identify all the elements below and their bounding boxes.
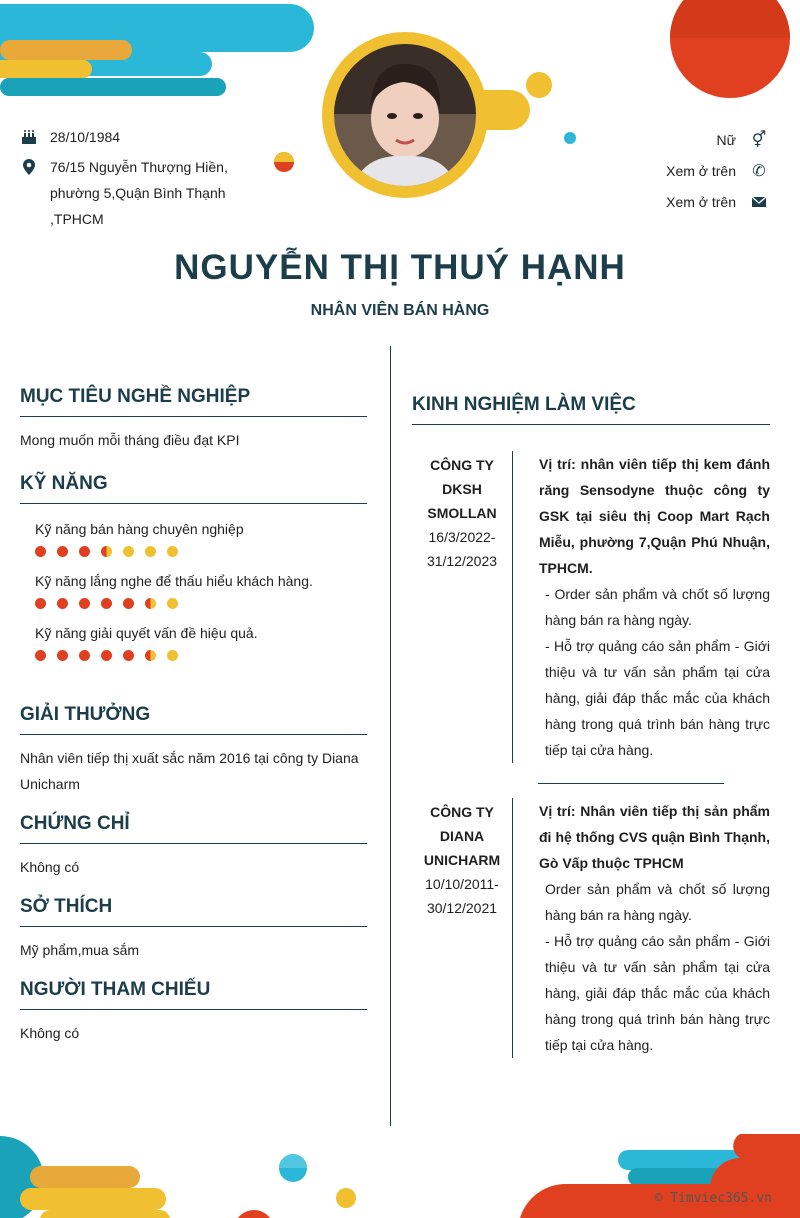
work-period: 16/3/2022-31/12/2023 xyxy=(426,529,498,569)
experience-item xyxy=(412,451,770,763)
phone-text: Xem ở trên xyxy=(666,162,736,179)
skill-rating xyxy=(35,598,367,610)
experience-item xyxy=(412,798,770,1058)
section-title: SỞ THÍCH xyxy=(20,896,367,927)
certificates-section xyxy=(20,813,367,880)
objective-text: Mong muốn mỗi tháng điều đạt KPI xyxy=(20,432,240,448)
rating-dot xyxy=(123,650,134,661)
skill-name: Kỹ năng bán hàng chuyên nghiệp xyxy=(35,521,244,537)
objective-section xyxy=(20,386,367,453)
cake-icon xyxy=(20,128,38,146)
location-icon xyxy=(20,158,38,176)
rating-dot xyxy=(101,546,112,557)
skills-section xyxy=(20,473,367,662)
rating-dot xyxy=(167,650,178,661)
rating-dot xyxy=(35,598,46,609)
skill-item xyxy=(20,520,367,558)
awards-text: Nhân viên tiếp thị xuất sắc năm 2016 tại công ty Diana Unicharm xyxy=(20,750,359,792)
avatar xyxy=(334,44,476,186)
experience-details xyxy=(513,798,770,1058)
phone-icon: ✆ xyxy=(752,160,766,180)
watermark: © Timviec365.vn xyxy=(654,1191,772,1206)
skill-item xyxy=(20,572,367,610)
company-name: CÔNG TY DKSH SMOLLAN xyxy=(427,457,497,521)
contact-right xyxy=(568,124,768,217)
left-column xyxy=(20,386,367,1046)
experience-meta xyxy=(412,451,512,763)
experience-title: KINH NGHIỆM LÀM VIỆC xyxy=(412,394,770,425)
section-title: MỤC TIÊU NGHỀ NGHIỆP xyxy=(20,386,367,417)
full-name: NGUYỄN THỊ THUÝ HẠNH xyxy=(174,248,626,287)
rating-dot xyxy=(79,598,90,609)
section-title: NGƯỜI THAM CHIẾU xyxy=(20,979,367,1010)
column-divider xyxy=(390,346,391,1126)
rating-dot xyxy=(57,650,68,661)
job-title: NHÂN VIÊN BÁN HÀNG xyxy=(310,302,490,319)
birthdate-row xyxy=(20,124,250,150)
rating-dot xyxy=(79,650,90,661)
rating-dot xyxy=(35,546,46,557)
address-text: 76/15 Nguyễn Thượng Hiền, phường 5,Quận Bình Thạnh ,TPHCM xyxy=(50,159,228,227)
detail-text: Order sản phẩm và chốt số lượng hàng bán ra hàng ngày. xyxy=(545,881,770,923)
avatar-frame xyxy=(322,32,488,198)
skill-rating xyxy=(35,650,367,662)
rating-dot xyxy=(79,546,90,557)
rating-dot xyxy=(123,546,134,557)
position-text: Vị trí: Nhân viên tiếp thị sản phẩm đi hệ thống CVS quận Bình Thạnh, Gò Vấp thuộc TPHCM xyxy=(539,803,770,871)
hobbies-text: Mỹ phẩm,mua sắm xyxy=(20,942,140,958)
gender-text: Nữ xyxy=(716,131,736,148)
skills-list xyxy=(20,504,367,662)
awards-section xyxy=(20,704,367,797)
email-row xyxy=(568,186,768,217)
company-name: CÔNG TY DIANA UNICHARM xyxy=(423,804,501,868)
rating-dot xyxy=(145,546,156,557)
detail-text: - Order sản phẩm và chốt số lượng hàng bán ra hàng ngày. xyxy=(545,586,770,628)
rating-dot xyxy=(167,598,178,609)
phone-row xyxy=(568,155,768,186)
certificates-text: Không có xyxy=(20,859,80,875)
skill-item xyxy=(20,624,367,662)
hobbies-section xyxy=(20,896,367,963)
birthdate-text: 28/10/1984 xyxy=(50,129,121,145)
rating-dot xyxy=(145,598,156,609)
gender-row xyxy=(568,124,768,155)
rating-dot xyxy=(35,650,46,661)
skill-name: Kỹ năng giải quyết vấn đề hiệu quả. xyxy=(35,625,258,641)
section-title: GIẢI THƯỞNG xyxy=(20,704,367,735)
experience-separator xyxy=(538,783,724,784)
rating-dot xyxy=(57,598,68,609)
right-column xyxy=(412,394,770,1058)
detail-text: - Hỗ trợ quảng cáo sản phẩm - Giới thiệu và tư vấn sản phẩm tại cửa hàng, giải đáp thắc mắc của khách hàng trong quá trình bán hàng trực tiếp tại cửa hàng. xyxy=(545,638,770,758)
email-text: Xem ở trên xyxy=(666,193,736,210)
contact-left xyxy=(20,124,250,232)
rating-dot xyxy=(101,598,112,609)
position-text: Vị trí: nhân viên tiếp thị kem đánh răng Sensodyne thuộc công ty GSK tại siêu thị Coop Mart Rạch Miễu, phường 7,Quận Phú Nhuận, TPHCM. xyxy=(539,456,770,576)
skill-name: Kỹ năng lắng nghe để thấu hiểu khách hàng. xyxy=(35,573,313,589)
references-text: Không có xyxy=(20,1025,80,1041)
rating-dot xyxy=(145,650,156,661)
address-row xyxy=(20,154,250,232)
references-section xyxy=(20,979,367,1046)
experience-meta xyxy=(412,798,512,1058)
rating-dot xyxy=(101,650,112,661)
rating-dot xyxy=(57,546,68,557)
section-title: KỸ NĂNG xyxy=(20,473,367,504)
experience-details xyxy=(513,451,770,763)
section-title: CHỨNG CHỈ xyxy=(20,813,367,844)
rating-dot xyxy=(167,546,178,557)
mail-icon xyxy=(750,193,768,211)
gender-icon: ⚥ xyxy=(751,129,767,149)
rating-dot xyxy=(123,598,134,609)
detail-text: - Hỗ trợ quảng cáo sản phẩm - Giới thiệu và tư vấn sản phẩm tại cửa hàng, giải đáp thắc mắc của khách hàng trong quá trình bán hàng trực tiếp tại cửa hàng. xyxy=(545,933,770,1053)
work-period: 10/10/2011-30/12/2021 xyxy=(425,876,499,916)
skill-rating xyxy=(35,546,367,558)
